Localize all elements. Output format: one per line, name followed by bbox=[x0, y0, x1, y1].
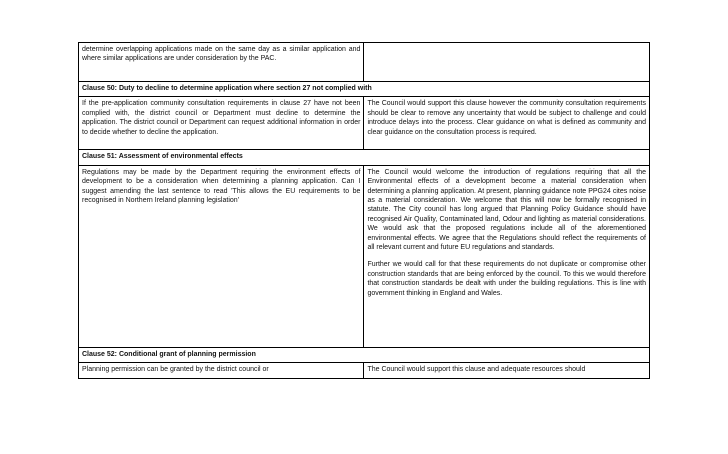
clause-description-cell: Regulations may be made by the Department requiring the environment effects of development to be a consideration when determining a planning application. Can I suggest amending the last sentence to read 'This allows the EU requirements to be recognised in Northern Ireland planning legislation' bbox=[79, 165, 364, 347]
response-paragraph: Further we would call for that these requirements do not duplicate or compromise other construction standards that are being enforced by the council. To this we would therefore that construction standards be dealt with under the building regulations. This is line with government thinking in England and Wales. bbox=[367, 261, 646, 297]
table-row bbox=[79, 43, 650, 82]
clause-response-table bbox=[78, 42, 650, 379]
response-paragraph: The Council would welcome the introduction of regulations requiring that all the Environmental effects of a development become a material consideration when determining a planning application. At present, planning guidance note PPG24 cites noise as a material consideration. We welcome that this will now be formally recognised in statute. The City council has long argued that Planning Policy Guidance should have recognised Air Quality, Contaminated land, Odour and lighting as material considerations. We would ask that the proposed regulations include all of the aforementioned environmental effects. We agree that the Regulations should reflect the requirements of all relevant current and future EU regulations and standards. bbox=[367, 168, 646, 252]
council-response-cell bbox=[364, 165, 650, 347]
clause-heading: Clause 50: Duty to decline to determine application where section 27 not complied with bbox=[79, 82, 650, 97]
clause-heading: Clause 51: Assessment of environmental effects bbox=[79, 150, 650, 165]
clause-description-cell: Planning permission can be granted by the district council or bbox=[79, 363, 364, 378]
paragraph-gap bbox=[367, 252, 646, 260]
council-response-cell: The Council would support this clause however the community consultation requirements should be clear to remove any uncertainty that would be subject to challenge and could introduce delays into the process. Clear guidance on what is defined as community and clear guidance on the consultation process is required. bbox=[364, 97, 650, 150]
table-row bbox=[79, 150, 650, 165]
clause-description-cell: determine overlapping applications made on the same day as a similar application and where similar applications are under consideration by the PAC. bbox=[79, 43, 364, 82]
clause-description-cell: If the pre-application community consultation requirements in clause 27 have not been complied with, the district council or Department must decline to determine the application. The district council or Department can request additional information in order to decide whether to decline the application. bbox=[79, 97, 364, 150]
table-row bbox=[79, 97, 650, 150]
clause-heading: Clause 52: Conditional grant of planning permission bbox=[79, 347, 650, 362]
table-row bbox=[79, 165, 650, 347]
council-response-cell: The Council would support this clause and adequate resources should bbox=[364, 363, 650, 378]
council-response-cell bbox=[364, 43, 650, 82]
table-row bbox=[79, 82, 650, 97]
table-row bbox=[79, 363, 650, 378]
table-row bbox=[79, 347, 650, 362]
